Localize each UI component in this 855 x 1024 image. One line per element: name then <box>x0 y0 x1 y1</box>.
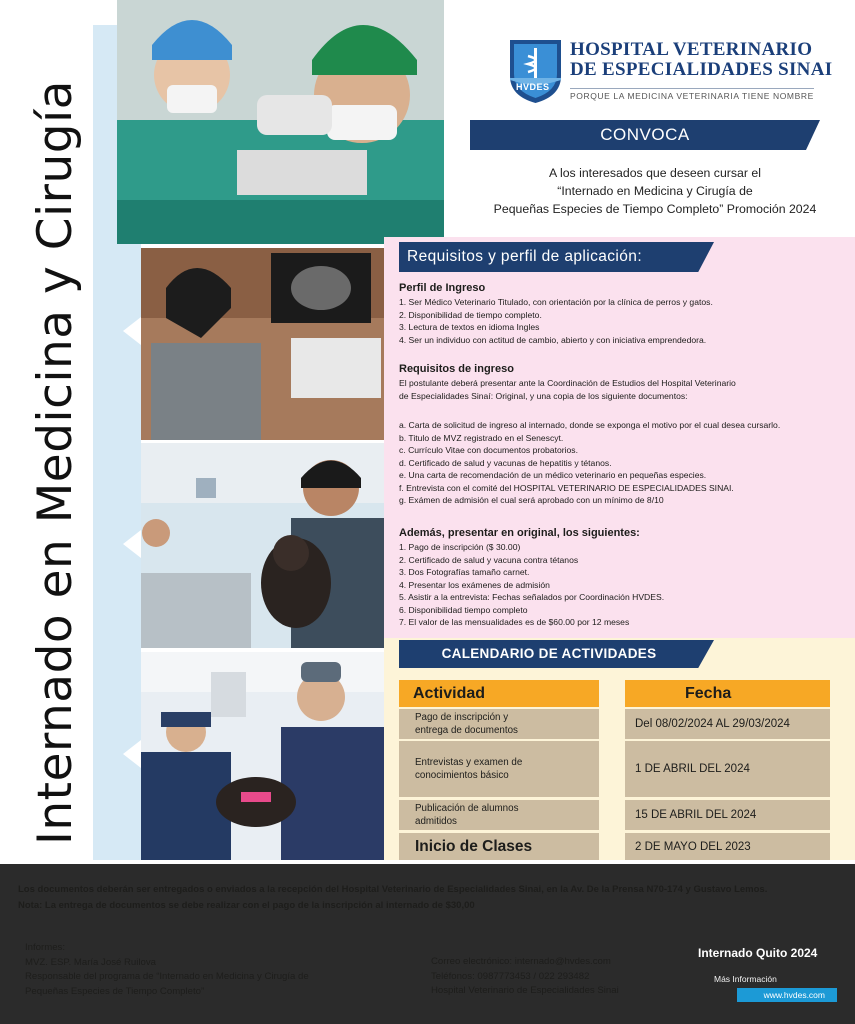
list-item: 3. Dos Fotografías tamaño carnet. <box>399 567 530 577</box>
photo-surgeons-microscope <box>117 0 444 244</box>
contact-hospital: Hospital Veterinario de Especialidades Sinai <box>431 985 619 996</box>
calendar-date-cell: 15 DE ABRIL DEL 2024 <box>625 800 830 830</box>
photo-arrow-tab <box>123 317 141 345</box>
activity-line: Publicación de alumnos <box>415 803 519 814</box>
calendar-activity-cell <box>399 741 599 797</box>
list-item: 1. Pago de inscripción ($ 30.00) <box>399 542 521 552</box>
list-item: 5. Asistir a la entrevista: Fechas señalados por Coordinación HVDES. <box>399 592 665 602</box>
list-item: c. Currículo Vitae con documentos probatorios. <box>399 445 578 455</box>
intro-line: Pequeñas Especies de Tiempo Completo” Promoción 2024 <box>493 202 817 216</box>
logo-tagline: PORQUE LA MEDICINA VETERINARIA TIENE NOMBRE <box>570 88 814 101</box>
calendar-activity-cell <box>399 800 599 830</box>
contact-phones: Teléfonos: 0987773453 / 022 293482 <box>431 970 590 982</box>
calendar-column-date: Fecha <box>625 680 830 707</box>
footer-more-info: Más Información <box>714 974 777 984</box>
requirements-heading: Requisitos y perfil de aplicación: <box>407 248 643 265</box>
calendar-date-cell: 1 DE ABRIL DEL 2024 <box>625 741 830 797</box>
convoca-heading: CONVOCA <box>600 125 690 144</box>
intro-line: A los interesados que deseen cursar el <box>549 166 761 180</box>
logo-name-line2: DE ESPECIALIDADES SINAI <box>570 59 833 80</box>
requisitos-title: Requisitos de ingreso <box>399 363 514 375</box>
list-item: 6. Disponibilidad tiempo completo <box>399 604 528 615</box>
calendar-date-cell: Del 08/02/2024 AL 29/03/2024 <box>625 709 830 739</box>
activity-line: admitidos <box>415 816 457 827</box>
calendar-activity-cell: Inicio de Clases <box>399 833 599 860</box>
list-item: g. Exámen de admisión el cual será aprobado con un mínimo de 8/10 <box>399 495 664 505</box>
photo-ultrasound <box>141 248 384 440</box>
photo-arrow-tab <box>123 530 141 558</box>
photo-vet-with-dog <box>141 443 384 648</box>
perfil-list <box>399 296 713 346</box>
calendar-date-cell: 2 DE MAYO DEL 2023 <box>625 833 830 860</box>
informes-line: Responsable del programa de “Internado en Medicina y Cirugía de <box>25 971 309 982</box>
list-item: e. Una carta de recomendación de un médico veterinario en pequeñas especies. <box>399 470 707 480</box>
list-item: 7. El valor de las mensualidades es de $60.00 por 12 meses <box>399 617 630 627</box>
calendar-column-activity: Actividad <box>399 680 599 707</box>
list-item: d. Certificado de salud y vacunas de hepatitis y tétanos. <box>399 457 612 468</box>
footer-delivery-note: Los documentos deberán ser entregados o enviados a la recepción del Hospital Veterinario de Especialidades Sinai, en la Av. De la Prensa N70-174 y Gustavo Lemos. <box>18 884 768 895</box>
calendar-title: CALENDARIO DE ACTIVIDADES <box>441 646 657 661</box>
intro-text <box>455 164 855 218</box>
list-item: f. Entrevista con el comité del HOSPITAL VETERINARIO DE ESPECIALIDADES SINAI. <box>399 482 734 493</box>
list-item: 2. Certificado de salud y vacuna contra tétanos <box>399 554 579 565</box>
activity-line: conocimientos básico <box>415 770 509 781</box>
intro-line: “Internado en Medicina y Cirugía de <box>557 184 753 198</box>
footer-program-title: Internado Quito 2024 <box>698 946 818 960</box>
list-item: 4. Ser un individuo con actitud de cambio, abierto y con iniciativa emprendedora. <box>399 334 707 345</box>
website-link[interactable]: www.hvdes.com <box>737 988 837 1002</box>
footer-contact <box>431 955 619 999</box>
logo-abbreviation: HVDES <box>516 82 550 92</box>
photo-vets-treating-dog <box>141 652 384 860</box>
calendar-activity-cell <box>399 709 599 739</box>
list-item: 2. Disponibilidad de tiempo completo. <box>399 309 542 320</box>
activity-line: entrega de documentos <box>415 725 518 736</box>
list-item: b. Titulo de MVZ registrado en el Senescyt. <box>399 432 564 443</box>
hospital-logo <box>508 36 833 106</box>
requisitos-intro: de Especialidades Sinaí: Original, y una copia de los siguiente documentos: <box>399 391 688 401</box>
footer-informes <box>25 941 309 999</box>
perfil-title: Perfil de Ingreso <box>399 282 486 294</box>
vertical-title: Internado en Medicina y Cirugía <box>28 80 83 845</box>
requisitos-intro: El postulante deberá presentar ante la Coordinación de Estudios del Hospital Veterinario <box>399 378 736 388</box>
list-item: 4. Presentar los exámenes de admisión <box>399 579 550 590</box>
informes-line: Informes: <box>25 942 65 953</box>
activity-line: Entrevistas y examen de <box>415 757 523 768</box>
footer-payment-note: Nota: La entrega de documentos se debe realizar con el pago de la inscripción al internado de $30,00 <box>18 900 475 911</box>
caduceus-shield-icon <box>508 36 563 104</box>
additional-list <box>399 541 664 629</box>
informes-line: Pequeñas Especies de Tiempo Completo” <box>25 985 205 997</box>
list-item: 1. Ser Médico Veterinario Titulado, con orientación por la clínica de perros y gatos. <box>399 297 713 307</box>
photo-arrow-tab <box>123 740 141 768</box>
requisitos-list <box>399 419 780 507</box>
activity-line: Pago de inscripción y <box>415 712 509 723</box>
additional-title: Además, presentar en original, los siguientes: <box>399 527 640 539</box>
informes-line: MVZ. ESP. María José Ruilova <box>25 956 156 968</box>
logo-name-line1: HOSPITAL VETERINARIO <box>570 39 813 60</box>
list-item: 3. Lectura de textos en idioma Ingles <box>399 322 540 332</box>
list-item: a. Carta de solicitud de ingreso al internado, donde se exponga el motivo por el cual desea cursarlo. <box>399 420 781 430</box>
contact-email[interactable]: Correo electrónico: internado@hvdes.com <box>431 956 611 967</box>
